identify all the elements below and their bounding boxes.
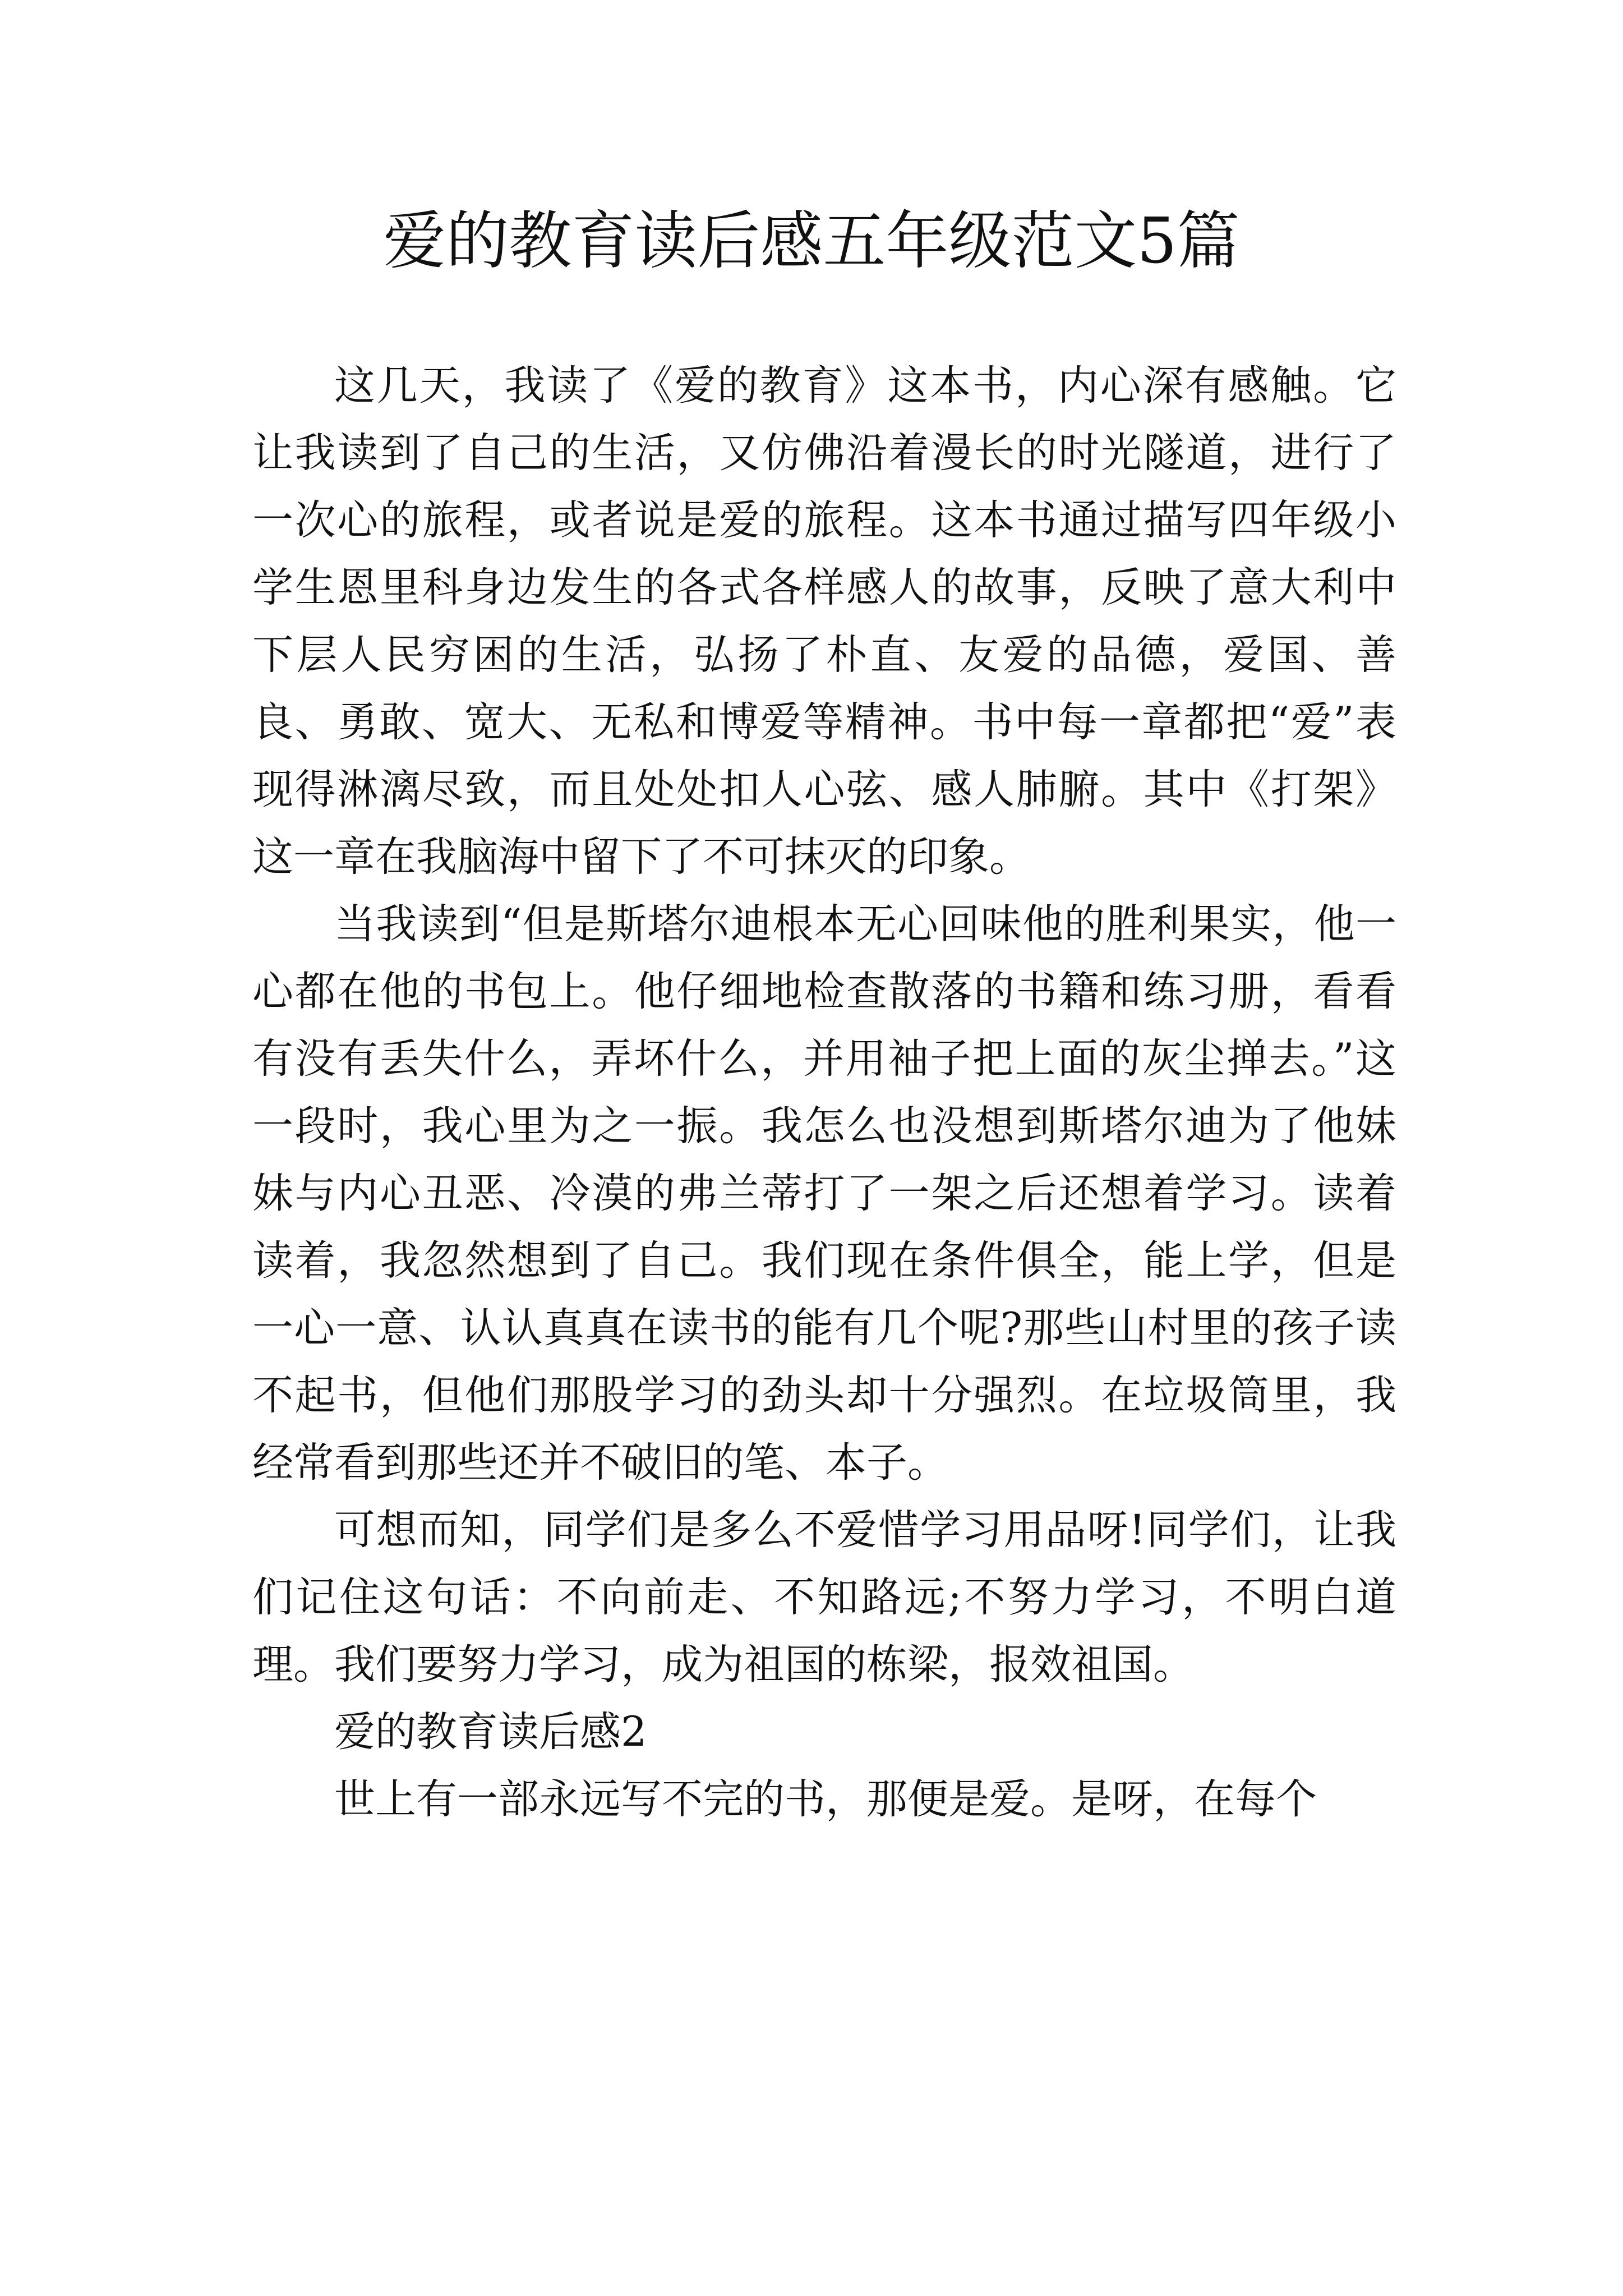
paragraph-3: 可想而知，同学们是多么不爱惜学习用品呀!同学们，让我们记住这句话：不向前走、不知路远;不努力学习，不明白道理。我们要努力学习，成为祖国的栋梁，报效祖国。 [252, 1506, 1396, 1688]
paragraph-1: 这几天，我读了《爱的教育》这本书，内心深有感触。它让我读到了自己的生活，又仿佛沿着漫长的时光隧道，进行了一次心的旅程，或者说是爱的旅程。这本书通过描写四年级小学生恩里科身边发生的各式各样感人的故事，反映了意大利中下层人民穷困的生活，弘扬了朴直、友爱的品德，爱国、善良、勇敢、宽大、无私和博爱等精神。书中每一章都把“爱”表现得淋漓尽致，而且处处扣人心弦、感人肺腑。其中《打架》这一章在我脑海中留下了不可抹灭的印象。 [252, 362, 1396, 881]
paragraph-2: 当我读到“但是斯塔尔迪根本无心回味他的胜利果实，他一心都在他的书包上。他仔细地检查散落的书籍和练习册，看看有没有丢失什么，弄坏什么，并用袖子把上面的灰尘掸去。”这一段时，我心里为之一振。我怎么也没想到斯塔尔迪为了他妹妹与内心丑恶、冷漠的弗兰蒂打了一架之后还想着学习。读着读着，我忽然想到了自己。我们现在条件俱全，能上学，但是一心一意、认认真真在读书的能有几个呢?那些山村里的孩子读不起书，但他们那股学习的劲头却十分强烈。在垃圾筒里，我经常看到那些还并不破旧的笔、本子。 [252, 900, 1396, 1487]
document-title: 爱的教育读后感五年级范文5篇 [383, 205, 1240, 278]
paragraph-4: 世上有一部永远写不完的书，那便是爱。是呀，在每个 [334, 1775, 1317, 1823]
document-body [252, 352, 1396, 1833]
section-heading-2: 爱的教育读后感2 [334, 1708, 647, 1756]
